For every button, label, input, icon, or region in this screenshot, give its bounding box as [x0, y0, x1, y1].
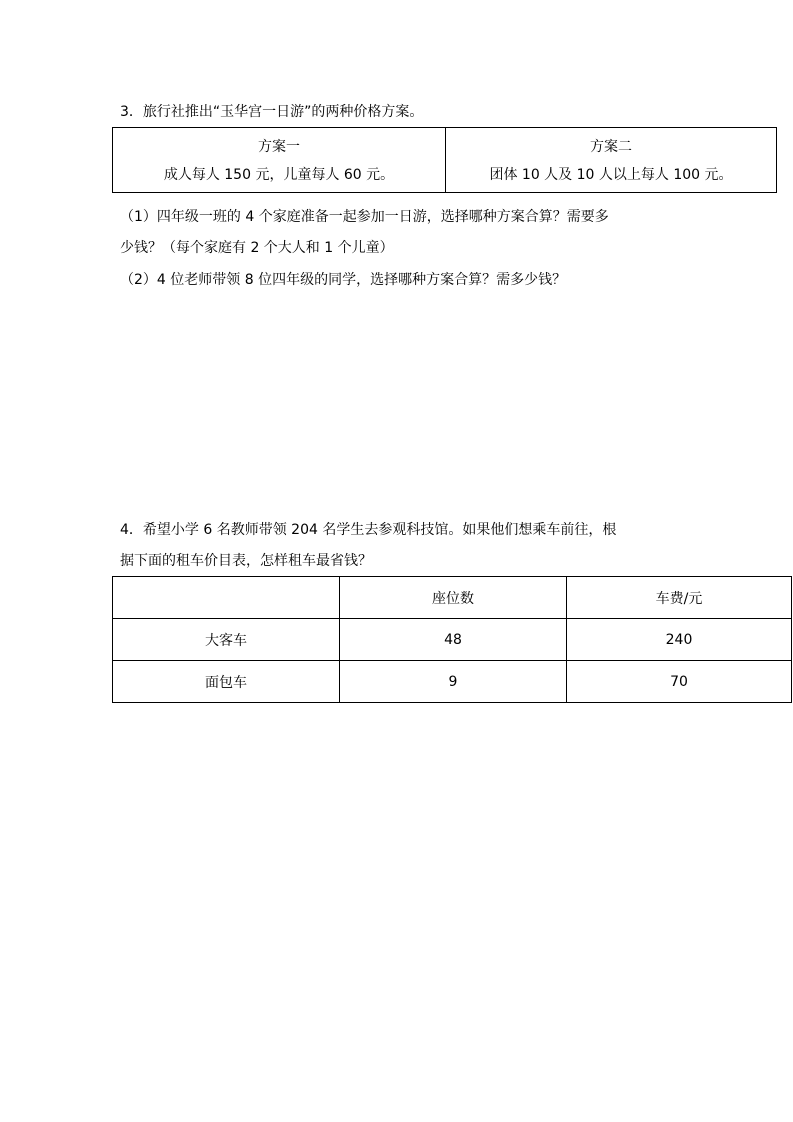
question-3-sub2: （2）4 位老师带领 8 位四年级的同学，选择哪种方案合算？需多少钱？	[120, 272, 567, 288]
header-seats: 座位数	[340, 577, 567, 619]
table-header-row	[113, 577, 792, 619]
plan-two-name: 方案二	[590, 139, 632, 155]
plan-two-desc: 团体 10 人及 10 人以上每人 100 元。	[489, 167, 733, 183]
question-4-line2: 据下面的租车价目表，怎样租车最省钱？	[120, 553, 372, 569]
table-row	[113, 661, 792, 703]
price-plan-table	[112, 127, 777, 193]
vehicle-seats: 48	[340, 619, 567, 661]
header-empty-cell	[113, 577, 340, 619]
question-4-line1: 4．希望小学 6 名教师带领 204 名学生去参观科技馆。如果他们想乘车前往，根	[120, 522, 617, 538]
question-3-title: 3．旅行社推出“玉华宫一日游”的两种价格方案。	[120, 104, 424, 120]
vehicle-fee: 240	[567, 619, 792, 661]
header-fee: 车费/元	[567, 577, 792, 619]
vehicle-fee: 70	[567, 661, 792, 703]
plan-one-cell	[113, 128, 446, 193]
table-row	[113, 128, 777, 193]
vehicle-name: 大客车	[113, 619, 340, 661]
rental-price-table	[112, 576, 792, 703]
plan-one-name: 方案一	[258, 139, 300, 155]
plan-two-cell	[446, 128, 777, 193]
vehicle-seats: 9	[340, 661, 567, 703]
question-3-sub1-line1: （1）四年级一班的 4 个家庭准备一起参加一日游，选择哪种方案合算？需要多	[120, 209, 609, 225]
plan-one-desc: 成人每人 150 元，儿童每人 60 元。	[163, 167, 395, 183]
table-row	[113, 619, 792, 661]
question-3-sub1-line2: 少钱？（每个家庭有 2 个大人和 1 个儿童）	[120, 240, 394, 256]
vehicle-name: 面包车	[113, 661, 340, 703]
